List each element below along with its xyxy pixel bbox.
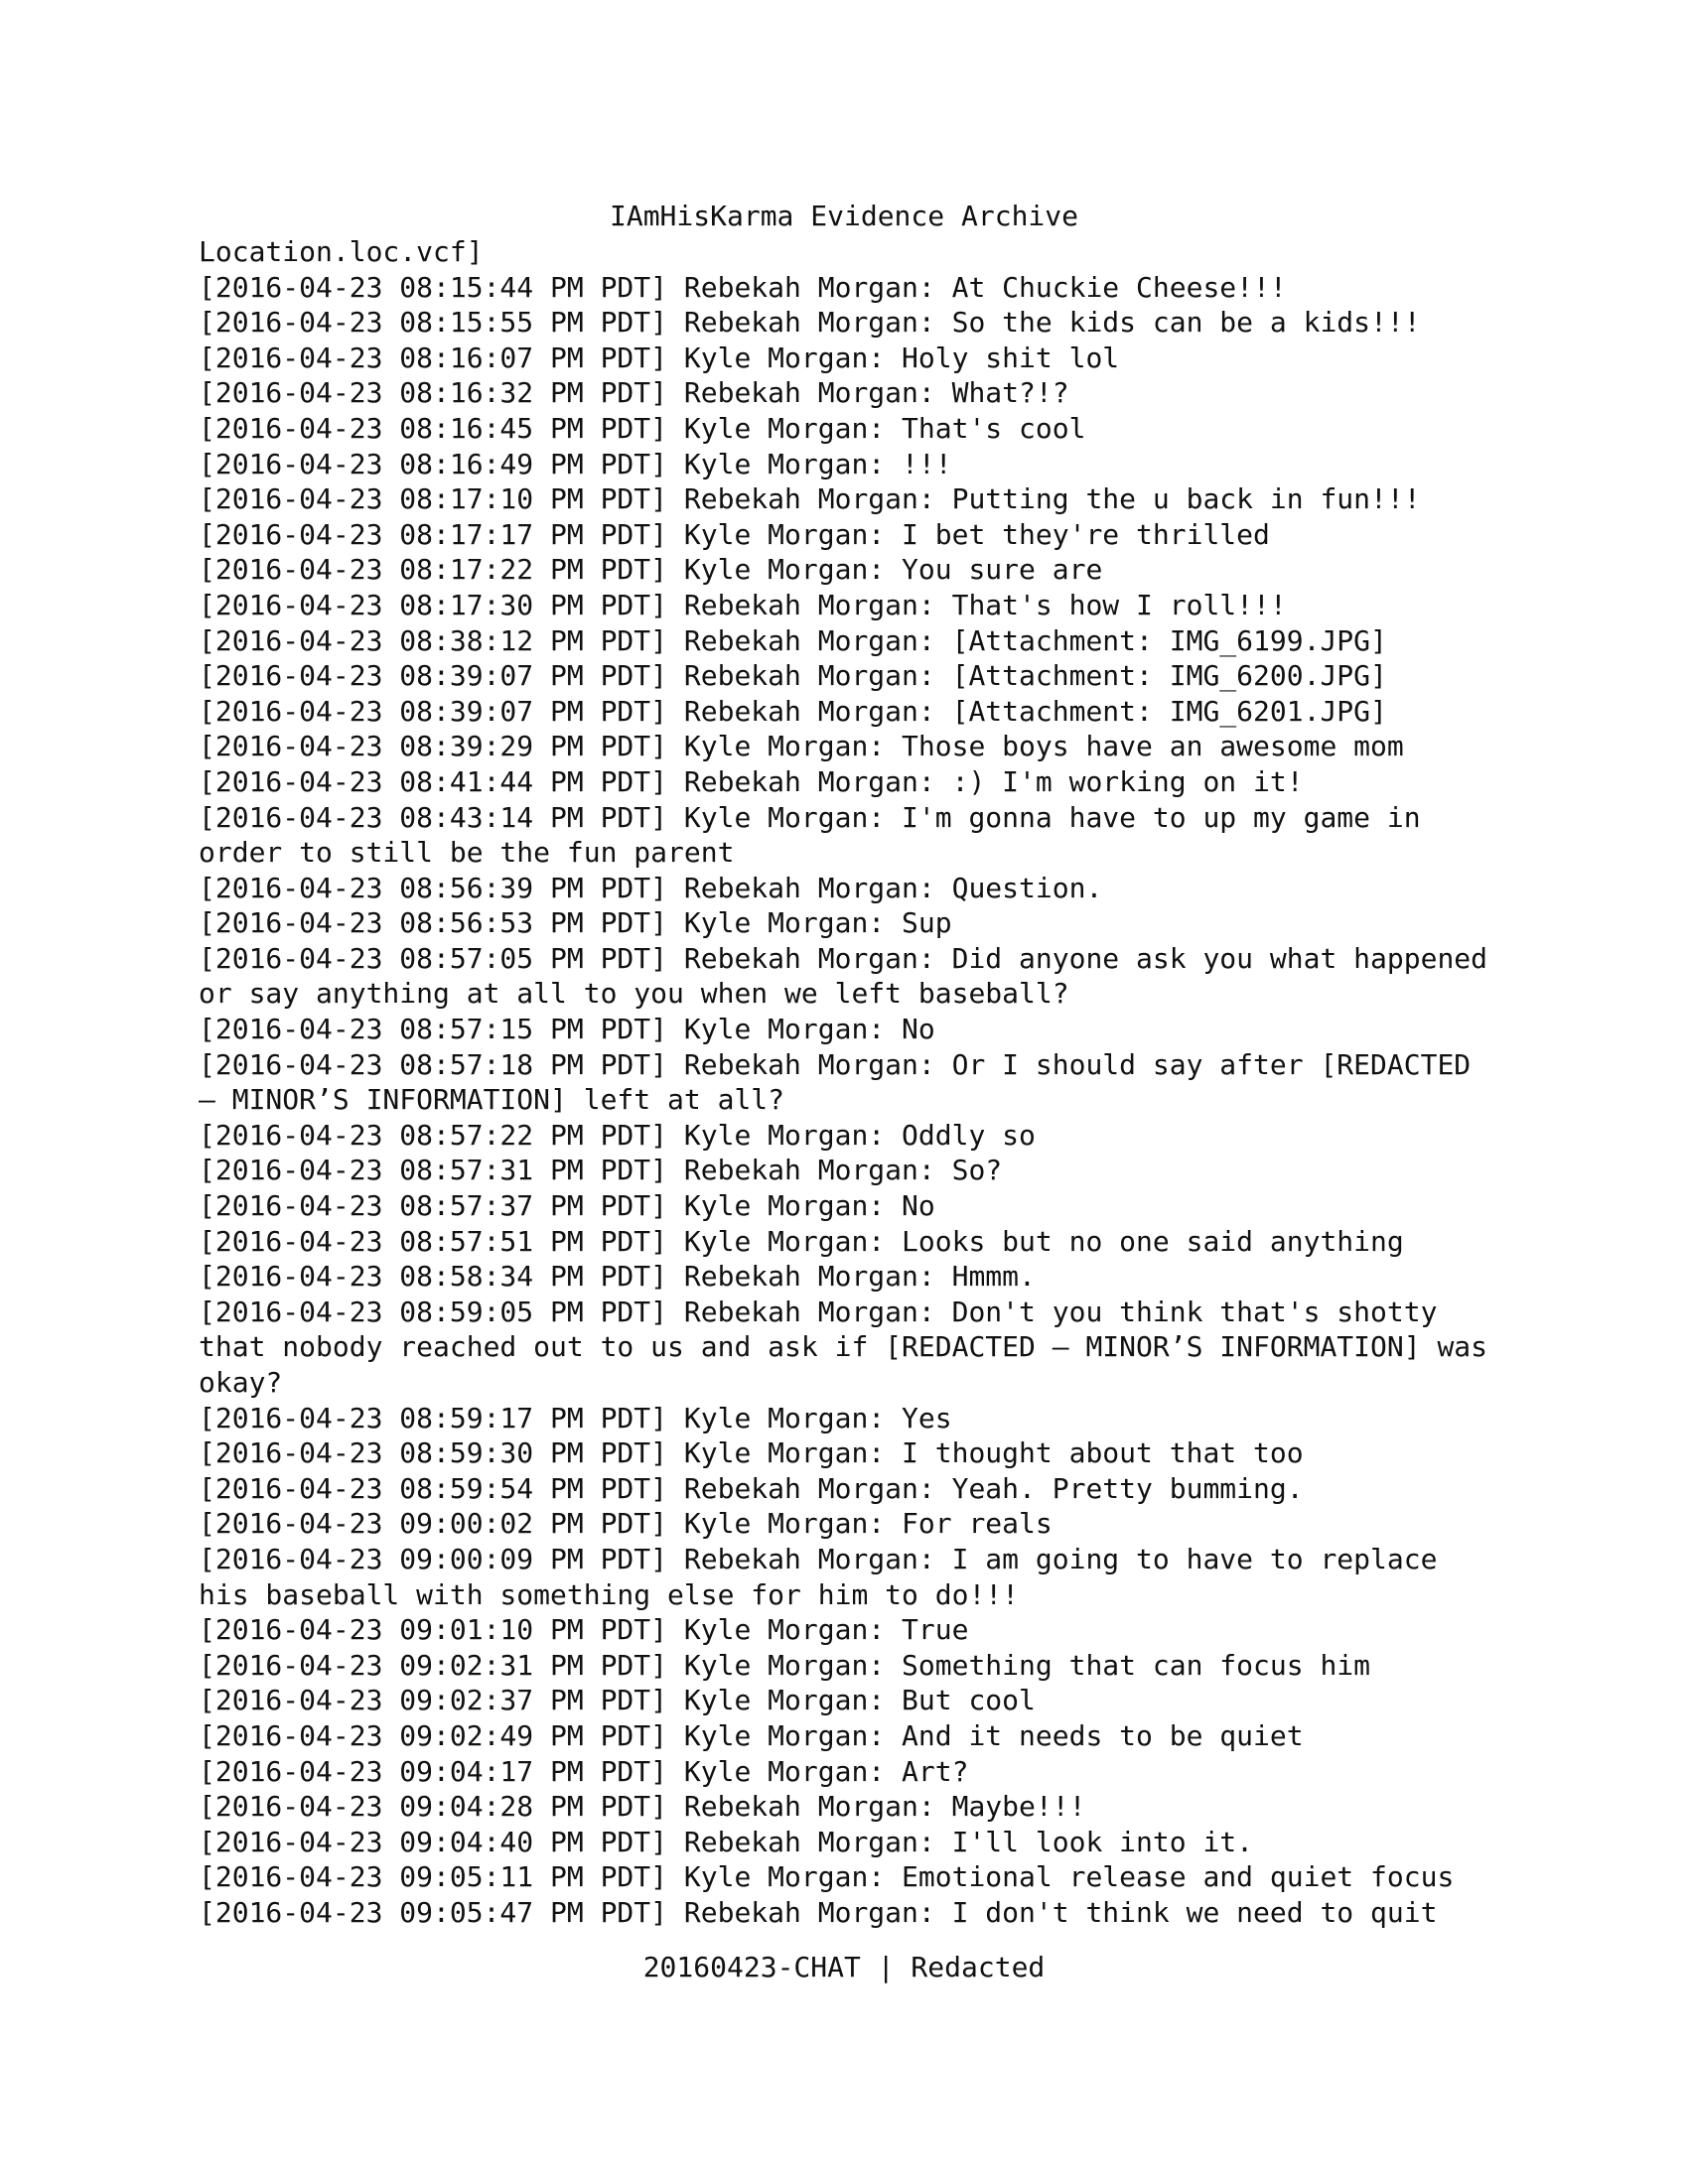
transcript-line: [2016-04-23 08:16:49 PM PDT] Kyle Morgan: !!! (199, 447, 952, 480)
transcript-line: [2016-04-23 08:15:44 PM PDT] Rebekah Morgan: At Chuckie Cheese!!! (199, 270, 1287, 304)
transcript-line: order to still be the fun parent (199, 836, 735, 870)
transcript-line: [2016-04-23 09:05:11 PM PDT] Kyle Morgan: Emotional release and quiet focus (199, 1860, 1455, 1894)
transcript-line: Location.loc.vcf] (199, 235, 484, 268)
transcript-line: [2016-04-23 08:57:15 PM PDT] Kyle Morgan: No (199, 1013, 935, 1046)
transcript-line: [2016-04-23 08:59:30 PM PDT] Kyle Morgan: I thought about that too (199, 1436, 1304, 1470)
transcript-line: [2016-04-23 08:57:22 PM PDT] Kyle Morgan: Oddly so (199, 1118, 1036, 1152)
transcript-line: [2016-04-23 08:43:14 PM PDT] Kyle Morgan: I'm gonna have to up my game in (199, 800, 1421, 834)
transcript-line: [2016-04-23 08:58:34 PM PDT] Rebekah Morgan: Hmmm. (199, 1260, 1036, 1294)
transcript-line: [2016-04-23 09:02:49 PM PDT] Kyle Morgan: And it needs to be quiet (199, 1718, 1304, 1752)
transcript-line: [2016-04-23 08:57:31 PM PDT] Rebekah Morgan: So? (199, 1154, 1003, 1187)
transcript-line: [2016-04-23 08:57:05 PM PDT] Rebekah Morgan: Did anyone ask you what happened (199, 941, 1488, 975)
page-footer-label: 20160423-CHAT | Redacted (642, 1951, 1046, 1983)
transcript-line: [2016-04-23 08:59:17 PM PDT] Kyle Morgan: Yes (199, 1401, 952, 1434)
transcript-line: [2016-04-23 09:02:37 PM PDT] Kyle Morgan: But cool (199, 1684, 1036, 1717)
page-title: IAmHisKarma Evidence Archive (609, 200, 1078, 232)
transcript-line: [2016-04-23 08:59:05 PM PDT] Rebekah Morgan: Don't you think that's shotty (199, 1295, 1438, 1328)
transcript-line: [2016-04-23 08:39:07 PM PDT] Rebekah Morgan: [Attachment: IMG_6200.JPG] (199, 659, 1387, 693)
transcript-line: [2016-04-23 08:56:39 PM PDT] Rebekah Morgan: Question. (199, 871, 1103, 904)
transcript-line: [2016-04-23 09:00:09 PM PDT] Rebekah Morgan: I am going to have to replace (199, 1542, 1438, 1575)
transcript-line: [2016-04-23 08:16:32 PM PDT] Rebekah Morgan: What?!? (199, 376, 1069, 410)
transcript-line: [2016-04-23 09:04:28 PM PDT] Rebekah Morgan: Maybe!!! (199, 1790, 1086, 1824)
transcript-line: [2016-04-23 08:39:07 PM PDT] Rebekah Morgan: [Attachment: IMG_6201.JPG] (199, 694, 1387, 728)
transcript-line: [2016-04-23 09:04:40 PM PDT] Rebekah Morgan: I'll look into it. (199, 1825, 1254, 1858)
transcript-line: [2016-04-23 09:05:47 PM PDT] Rebekah Morgan: I don't think we need to quit (199, 1895, 1438, 1929)
transcript-line: [2016-04-23 08:16:45 PM PDT] Kyle Morgan: That's cool (199, 411, 1086, 445)
transcript-line: [2016-04-23 08:57:51 PM PDT] Kyle Morgan: Looks but no one said anything (199, 1224, 1404, 1258)
transcript-line: [2016-04-23 08:39:29 PM PDT] Kyle Morgan: Those boys have an awesome mom (199, 730, 1404, 763)
transcript-line: [2016-04-23 08:17:30 PM PDT] Rebekah Morgan: That's how I roll!!! (199, 588, 1287, 621)
transcript-line: [2016-04-23 09:01:10 PM PDT] Kyle Morgan: True (199, 1613, 969, 1647)
transcript-line: [2016-04-23 08:17:17 PM PDT] Kyle Morgan: I bet they're thrilled (199, 517, 1270, 551)
transcript-line: [2016-04-23 09:00:02 PM PDT] Kyle Morgan: For reals (199, 1507, 1053, 1541)
transcript-line: [2016-04-23 08:17:10 PM PDT] Rebekah Morgan: Putting the u back in fun!!! (199, 482, 1421, 516)
transcript-line: [2016-04-23 08:57:18 PM PDT] Rebekah Morgan: Or I should say after [REDACTED (199, 1047, 1472, 1081)
transcript-line: [2016-04-23 08:56:53 PM PDT] Kyle Morgan: Sup (199, 906, 952, 940)
transcript-line: okay? (199, 1366, 283, 1399)
transcript-line: [2016-04-23 09:02:31 PM PDT] Kyle Morgan: Something that can focus him (199, 1648, 1371, 1682)
transcript-line: [2016-04-23 08:16:07 PM PDT] Kyle Morgan: Holy shit lol (199, 341, 1120, 374)
transcript-line: [2016-04-23 08:57:37 PM PDT] Kyle Morgan: No (199, 1189, 935, 1223)
transcript-line: – MINOR’S INFORMATION] left at all? (199, 1083, 785, 1117)
transcript-line: [2016-04-23 08:17:22 PM PDT] Kyle Morgan: You sure are (199, 553, 1103, 587)
transcript-line: or say anything at all to you when we left baseball? (199, 977, 1069, 1011)
transcript-line: [2016-04-23 08:59:54 PM PDT] Rebekah Morgan: Yeah. Pretty bumming. (199, 1471, 1304, 1505)
transcript-line: that nobody reached out to us and ask if [REDACTED – MINOR’S INFORMATION] was (199, 1330, 1488, 1364)
transcript-line: his baseball with something else for him to do!!! (199, 1577, 1020, 1611)
transcript-line: [2016-04-23 08:15:55 PM PDT] Rebekah Morgan: So the kids can be a kids!!! (199, 306, 1421, 340)
transcript-line: [2016-04-23 08:41:44 PM PDT] Rebekah Morgan: :) I'm working on it! (199, 764, 1304, 798)
transcript-line: [2016-04-23 08:38:12 PM PDT] Rebekah Morgan: [Attachment: IMG_6199.JPG] (199, 623, 1387, 657)
transcript-line: [2016-04-23 09:04:17 PM PDT] Kyle Morgan: Art? (199, 1754, 969, 1788)
chat-transcript (199, 234, 1509, 1931)
